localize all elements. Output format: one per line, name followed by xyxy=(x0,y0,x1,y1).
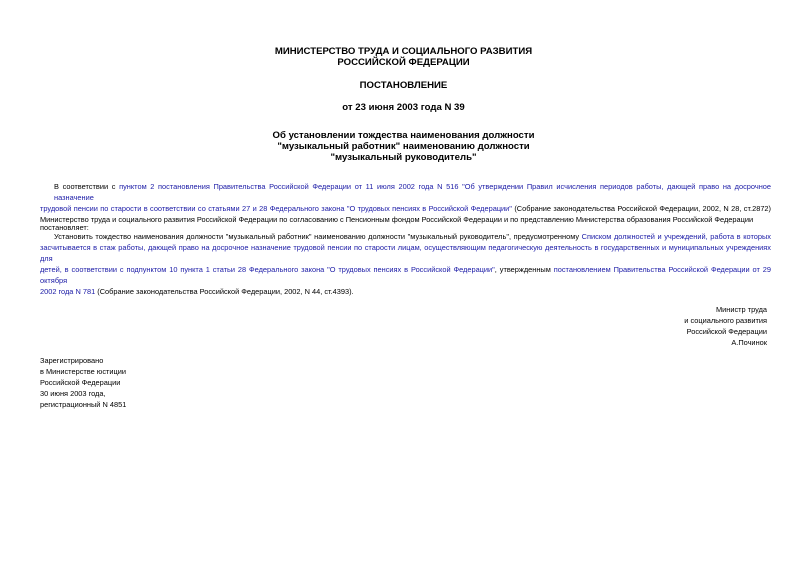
decree-text: Установить тождество наименования должности "музыкальный работник" наименованию должности "музыкальный руководитель", предусмотренному xyxy=(54,232,582,241)
preamble-line-2 xyxy=(40,203,771,214)
preamble-text: В соответствии с xyxy=(54,182,120,191)
decree-line-2 xyxy=(40,242,771,264)
signature-line-2: и социального развития xyxy=(684,316,767,325)
title-line-3: "музыкальный руководитель" xyxy=(330,152,477,163)
signature-line-3: Российской Федерации xyxy=(686,327,767,336)
registration-number: регистрационный N 4851 xyxy=(40,400,127,409)
link-subparagraph-10[interactable]: детей, в соответствии с подпунктом 10 пункта 1 статьи 28 Федерального закона "О трудовых пенсиях в Российской Федерации" xyxy=(40,265,495,274)
document-title xyxy=(0,130,807,163)
document-type: ПОСТАНОВЛЕНИЕ xyxy=(359,80,448,91)
decree-line-4 xyxy=(40,286,771,297)
decree-label: постановляет: xyxy=(40,223,89,232)
decree-line-3 xyxy=(40,264,771,286)
preamble-line-1 xyxy=(40,181,771,203)
preamble-paragraph xyxy=(40,181,771,225)
preamble-text: (Собрание законодательства Российской Федерации, 2002, N 28, ст.2872) xyxy=(511,204,771,213)
registration-line-1: Зарегистрировано xyxy=(40,356,104,365)
title-line-2: "музыкальный работник" наименованию должности xyxy=(277,141,530,152)
document-date: от 23 июня 2003 года N 39 xyxy=(342,102,465,113)
title-line-1: Об установлении тождества наименования должности xyxy=(272,130,535,141)
signatory-name: А.Починок xyxy=(731,338,767,347)
registration-line-3: Российской Федерации xyxy=(40,378,121,387)
link-resolution-781[interactable]: постановлением Правительства Российской Федерации от 29 октября xyxy=(40,265,771,285)
ministry-line-1: МИНИСТЕРСТВО ТРУДА И СОЦИАЛЬНОГО РАЗВИТИЯ xyxy=(274,46,533,57)
registration-line-2: в Министерстве юстиции xyxy=(40,367,127,376)
decree-text: (Собрание законодательства Российской Федерации, 2002, N 44, ст.4393). xyxy=(95,287,354,296)
link-list-of-positions[interactable]: Списком должностей и учреждений, работа в которых xyxy=(581,232,771,241)
signature-block xyxy=(684,304,767,348)
registration-date: 30 июня 2003 года, xyxy=(40,389,106,398)
signature-line-1: Министр труда xyxy=(715,305,767,314)
preamble-line-3: Министерство труда и социального развития Российской Федерации по согласованию с Пенсионным фондом Российской Федерации и по представлению Министерства образования Российской Федерации xyxy=(40,215,754,224)
ministry-heading xyxy=(0,46,807,68)
link-resolution-781-cont[interactable]: 2002 года N 781 xyxy=(40,287,96,296)
ministry-line-2: РОССИЙСКОЙ ФЕДЕРАЦИИ xyxy=(337,57,470,68)
registration-block xyxy=(40,355,126,410)
link-resolution-516[interactable]: пунктом 2 постановления Правительства Российской Федерации от 11 июля 2002 года N 516 "Об утверждении Правил исчисления периодов работы, дающей право на досрочное назначение xyxy=(54,182,771,202)
decree-paragraph xyxy=(40,231,771,297)
link-list-of-positions-cont[interactable]: засчитывается в стаж работы, дающей право на досрочное назначение трудовой пенсии по старости лицам, осуществляющим педагогическую деятельность в государственных и муниципальных учреждениях для xyxy=(40,243,771,263)
decree-text: , утвержденным xyxy=(494,265,554,274)
link-federal-law-articles[interactable]: трудовой пенсии по старости в соответствии со статьями 27 и 28 Федерального закона "О трудовых пенсиях в Российской Федерации" xyxy=(40,204,512,213)
decree-line-1 xyxy=(40,231,771,242)
